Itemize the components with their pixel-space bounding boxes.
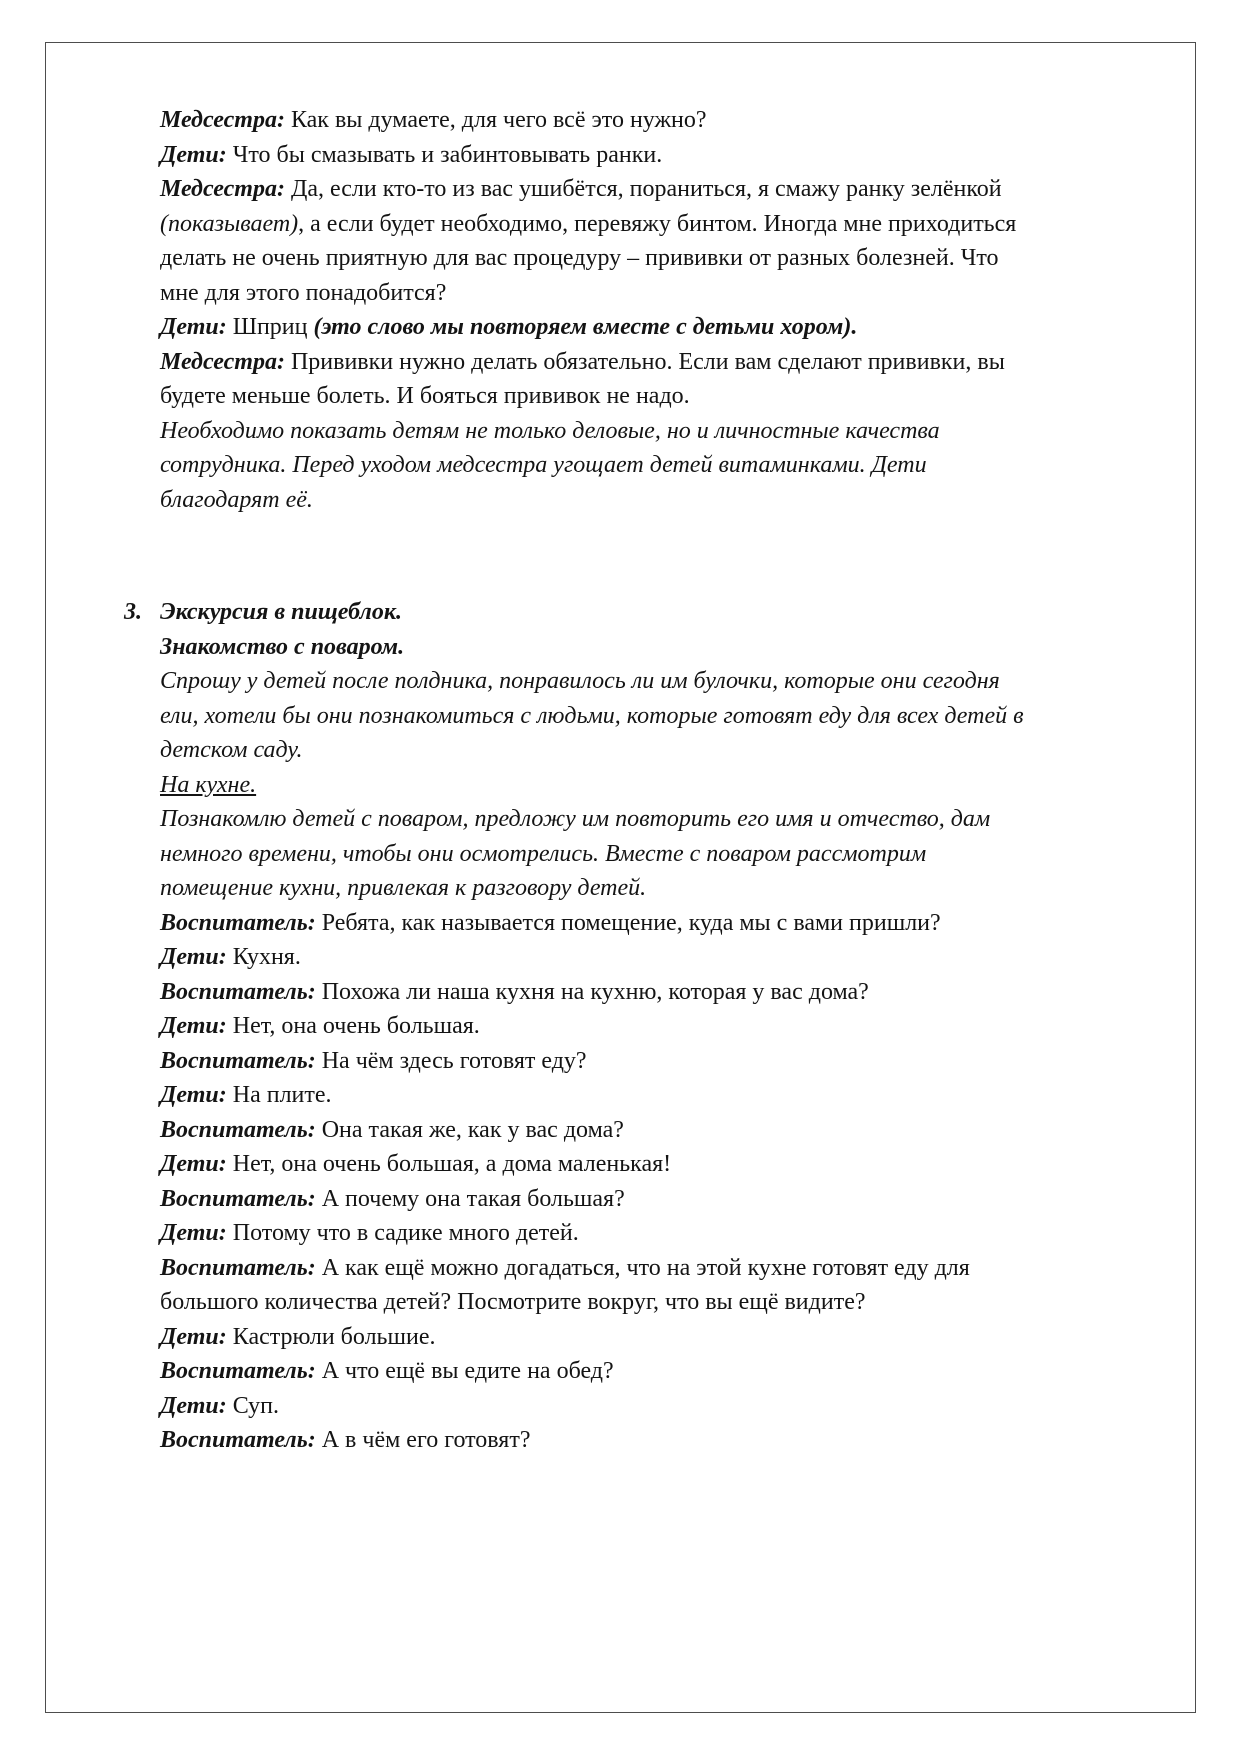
text-run: Да, если кто-то из вас ушибётся, пораниться, я смажу ранку зелёнкой <box>284 176 1002 202</box>
speaker-label: Дети: <box>160 1323 227 1350</box>
text-run: Нет, она очень большая. <box>226 1013 480 1039</box>
speaker-label: Воспитатель: <box>160 909 316 936</box>
dialogue-paragraph <box>160 975 1026 1010</box>
dialogue-paragraph <box>160 1251 1026 1320</box>
paragraph-spacer <box>160 517 1026 595</box>
speaker-label: Дети: <box>160 1013 227 1039</box>
text-run: Как вы думаете, для чего всё это нужно? <box>284 107 707 133</box>
list-number: 3. <box>124 599 142 625</box>
text-run: А в чём его готовят? <box>315 1427 531 1453</box>
text-run: Нет, она очень большая, а дома маленькая! <box>226 1151 672 1177</box>
text-run: А что ещё вы едите на обед? <box>315 1358 614 1384</box>
text-run: Необходимо показать детям не только деловые, но и личностные качества сотрудника. Перед уходом медсестра угощает детей витаминками. Дети благодарят её. <box>160 417 940 513</box>
speaker-label: Воспитатель: <box>160 1358 316 1384</box>
dialogue-paragraph <box>160 310 1026 345</box>
text-run: Знакомство с поваром. <box>160 633 405 660</box>
dialogue-paragraph <box>160 1216 1026 1251</box>
speaker-label: Дети: <box>160 944 227 970</box>
dialogue-paragraph <box>160 103 1026 138</box>
text-run: А как ещё можно догадаться, что на этой кухне готовят еду для большого количества детей? Посмотрите вокруг, что вы ещё видите? <box>160 1254 970 1315</box>
speaker-label: Дети: <box>160 1151 227 1177</box>
text-run: Прививки нужно делать обязательно. Если вам сделают прививки, вы будете меньше болеть. И бояться прививок не надо. <box>160 348 1005 409</box>
text-run: (это слово мы повторяем вместе с детьми хором). <box>313 314 858 340</box>
speaker-label: Воспитатель: <box>160 1254 316 1281</box>
text-run: Ребята, как называется помещение, куда мы с вами пришли? <box>315 909 941 936</box>
speaker-label: Медсестра: <box>160 348 285 375</box>
speaker-label: Дети: <box>160 1082 227 1108</box>
text-run: Что бы смазывать и забинтовывать ранки. <box>226 141 663 168</box>
text-run: (показывает) <box>160 210 299 237</box>
text-run: Кухня. <box>226 944 301 970</box>
text-run: Похожа ли наша кухня на кухню, которая у вас дома? <box>315 978 869 1005</box>
dialogue-paragraph <box>160 906 1026 941</box>
dialogue-paragraph <box>160 138 1026 173</box>
text-run: Кастрюли большие. <box>226 1323 436 1350</box>
speaker-label: Воспитатель: <box>160 1047 316 1074</box>
speaker-label: Дети: <box>160 314 227 340</box>
text-run: Познакомлю детей с поваром, предложу им повторить его имя и отчество, дам немного времени, чтобы они осмотрелись. Вместе с поваром рассмотрим помещение кухни, привлекая к разговору детей. <box>160 806 991 901</box>
document-content <box>124 103 1026 1458</box>
speaker-label: Дети: <box>160 1392 227 1419</box>
dialogue-paragraph <box>160 1389 1026 1424</box>
speaker-label: Воспитатель: <box>160 1427 316 1453</box>
dialogue-paragraph <box>160 345 1026 414</box>
text-run: Потому что в садике много детей. <box>226 1220 579 1246</box>
dialogue-paragraph <box>160 1147 1026 1182</box>
text-run: А почему она такая большая? <box>315 1185 625 1212</box>
text-run: Спрошу у детей после полдника, понравилось ли им булочки, которые они сегодня ели, хотели бы они познакомиться с людьми, которые готовят еду для всех детей в детском саду. <box>160 668 1024 763</box>
page-border <box>45 42 1196 1713</box>
text-run: Шприц <box>226 314 314 340</box>
dialogue-paragraph <box>160 1320 1026 1355</box>
speaker-label: Воспитатель: <box>160 978 316 1005</box>
sub-heading <box>160 768 1026 803</box>
note-paragraph <box>160 802 1026 906</box>
speaker-label: Медсестра: <box>160 176 285 202</box>
dialogue-paragraph <box>160 1009 1026 1044</box>
dialogue-paragraph <box>160 1078 1026 1113</box>
section-heading <box>124 595 1026 630</box>
text-run: На чём здесь готовят еду? <box>315 1047 587 1074</box>
dialogue-paragraph <box>160 1423 1026 1458</box>
dialogue-paragraph <box>160 1182 1026 1217</box>
note-paragraph <box>160 664 1026 768</box>
dialogue-paragraph <box>160 1044 1026 1079</box>
speaker-label: Дети: <box>160 1220 227 1246</box>
text-run: На плите. <box>226 1082 332 1108</box>
dialogue-paragraph <box>160 940 1026 975</box>
text-run: На кухне. <box>160 771 257 798</box>
speaker-label: Медсестра: <box>160 107 285 133</box>
note-paragraph <box>160 414 1026 518</box>
text-run: Суп. <box>226 1392 280 1419</box>
section-heading <box>160 630 1026 665</box>
speaker-label: Воспитатель: <box>160 1185 316 1212</box>
speaker-label: Воспитатель: <box>160 1116 316 1143</box>
text-run: , а если будет необходимо, перевяжу бинтом. Иногда мне приходиться делать не очень приятную для вас процедуру – прививки от разных болезней. Что мне для этого понадобится? <box>160 210 1017 306</box>
speaker-label: Дети: <box>160 141 227 168</box>
text-run: Она такая же, как у вас дома? <box>315 1116 624 1143</box>
dialogue-paragraph <box>160 1113 1026 1148</box>
text-run: Экскурсия в пищеблок. <box>160 599 402 625</box>
dialogue-paragraph <box>160 1354 1026 1389</box>
dialogue-paragraph <box>160 172 1026 310</box>
